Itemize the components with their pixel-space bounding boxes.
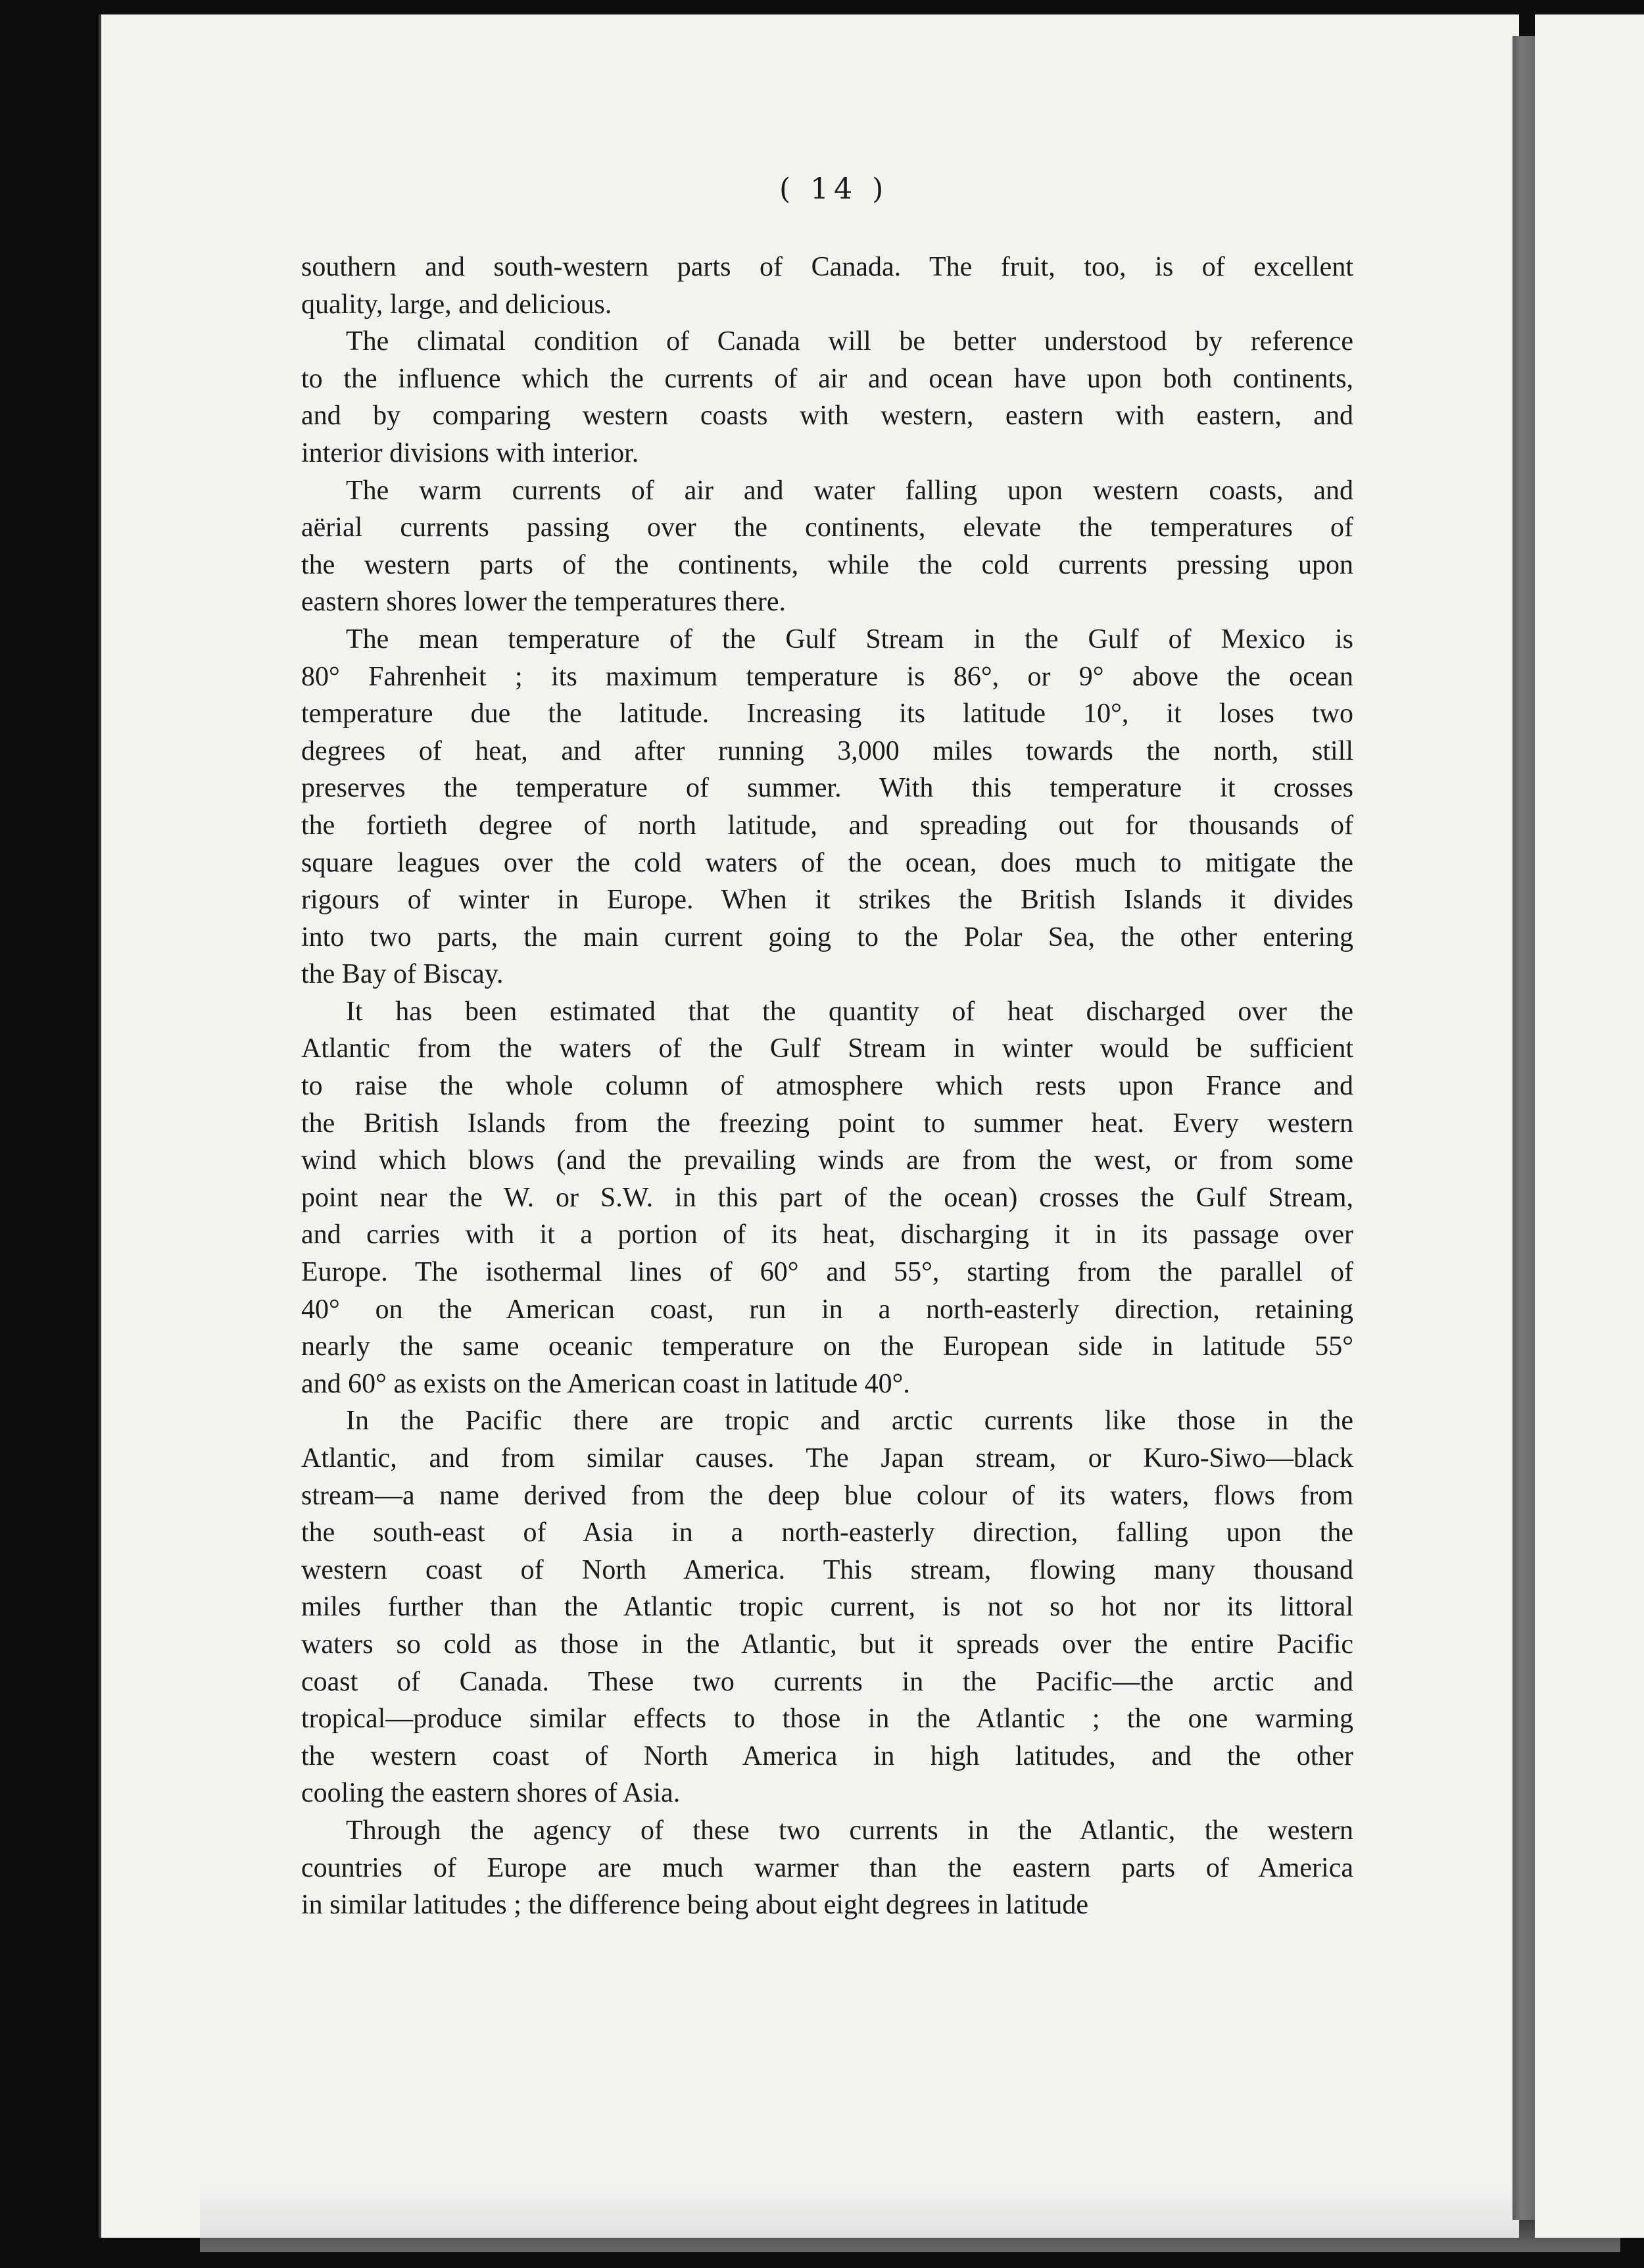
paragraph-1-line: interior divisions with interior.	[301, 437, 639, 468]
paragraph-2-line: The warm currents of air and water falling upon western coasts, and	[346, 475, 1353, 506]
paragraph-3-line: 80° Fahrenheit ; its maximum temperature is 86°, or 9° above the ocean	[301, 661, 1353, 692]
paragraph-4-line: Atlantic from the waters of the Gulf Stream in winter would be sufficient	[301, 1033, 1353, 1064]
paragraph-3-line: the Bay of Biscay.	[301, 959, 504, 990]
paragraph-3-line: rigours of winter in Europe. When it strikes the British Islands it divides	[301, 885, 1353, 916]
paragraph-5-line: western coast of North America. This stream, flowing many thousand	[301, 1554, 1353, 1585]
paragraph-0-line: southern and south-western parts of Canada. The fruit, too, is of excellent	[301, 252, 1353, 282]
paragraph-3-line: square leagues over the cold waters of the ocean, does much to mitigate the	[301, 847, 1353, 878]
paragraph-5-line: cooling the eastern shores of Asia.	[301, 1778, 681, 1809]
paragraph-4-line: the British Islands from the freezing point to summer heat. Every western	[301, 1108, 1353, 1139]
paragraph-5-line: tropical—produce similar effects to those in the Atlantic ; the one warming	[301, 1704, 1353, 1735]
paragraph-2-line: eastern shores lower the temperatures there.	[301, 587, 786, 618]
paragraph-4-line: 40° on the American coast, run in a north-easterly direction, retaining	[301, 1294, 1353, 1325]
paragraph-1-line: and by comparing western coasts with western, eastern with eastern, and	[301, 401, 1353, 431]
paragraph-3-line: degrees of heat, and after running 3,000 miles towards the north, still	[301, 735, 1353, 766]
page-edge-strip	[1512, 36, 1535, 2220]
paragraph-4-line: It has been estimated that the quantity of heat discharged over the	[346, 996, 1353, 1027]
paragraph-4-line: and carries with it a portion of its heat, discharging it in its passage over	[301, 1220, 1353, 1250]
page-number: ( 14 )	[779, 172, 889, 206]
paragraph-4-line: wind which blows (and the prevailing winds are from the west, or from some	[301, 1145, 1353, 1176]
paragraph-2-line: aërial currents passing over the continents, elevate the temperatures of	[301, 512, 1353, 543]
paragraph-5-line: In the Pacific there are tropic and arctic currents like those in the	[346, 1406, 1353, 1437]
paragraph-4-line: nearly the same oceanic temperature on the European side in latitude 55°	[301, 1331, 1353, 1362]
paragraph-5-line: coast of Canada. These two currents in the Pacific—the arctic and	[301, 1666, 1353, 1697]
paragraph-3-line: preserves the temperature of summer. With this temperature it crosses	[301, 773, 1353, 804]
paragraph-5-line: miles further than the Atlantic tropic current, is not so hot nor its littoral	[301, 1592, 1353, 1623]
page-bottom-shadow	[200, 2185, 1620, 2252]
paragraph-2-line: the western parts of the continents, while the cold currents pressing upon	[301, 549, 1353, 580]
paragraph-5-line: Atlantic, and from similar causes. The Japan stream, or Kuro-Siwo—black	[301, 1443, 1353, 1473]
paragraph-5-line: waters so cold as those in the Atlantic, but it spreads over the entire Pacific	[301, 1629, 1353, 1660]
paragraph-5-line: stream—a name derived from the deep blue colour of its waters, flows from	[301, 1480, 1353, 1511]
paragraph-1-line: to the influence which the currents of air and ocean have upon both continents,	[301, 363, 1353, 394]
paragraph-1-line: The climatal condition of Canada will be better understood by reference	[346, 326, 1353, 357]
paragraph-4-line: Europe. The isothermal lines of 60° and 55°, starting from the parallel of	[301, 1257, 1353, 1288]
facing-page-margin	[1535, 14, 1644, 2238]
paragraph-4-line: point near the W. or S.W. in this part of the ocean) crosses the Gulf Stream,	[301, 1182, 1353, 1213]
paragraph-6-line: Through the agency of these two currents in the Atlantic, the western	[346, 1815, 1353, 1846]
paragraph-3-line: into two parts, the main current going to the Polar Sea, the other entering	[301, 922, 1353, 952]
body-text	[301, 249, 1353, 1924]
paragraph-5-line: the south-east of Asia in a north-easterly direction, falling upon the	[301, 1517, 1353, 1548]
paragraph-3-line: The mean temperature of the Gulf Stream in the Gulf of Mexico is	[346, 624, 1353, 654]
paragraph-5-line: the western coast of North America in high latitudes, and the other	[301, 1740, 1353, 1771]
paragraph-4-line: to raise the whole column of atmosphere which rests upon France and	[301, 1071, 1353, 1102]
paragraph-4-line: and 60° as exists on the American coast in latitude 40°.	[301, 1368, 910, 1399]
paragraph-6-line: in similar latitudes ; the difference being about eight degrees in latitude	[301, 1890, 1089, 1921]
paragraph-0-line: quality, large, and delicious.	[301, 289, 612, 320]
paragraph-6-line: countries of Europe are much warmer than the eastern parts of America	[301, 1852, 1353, 1883]
paragraph-3-line: temperature due the latitude. Increasing its latitude 10°, it loses two	[301, 699, 1353, 729]
paragraph-3-line: the fortieth degree of north latitude, and spreading out for thousands of	[301, 810, 1353, 841]
